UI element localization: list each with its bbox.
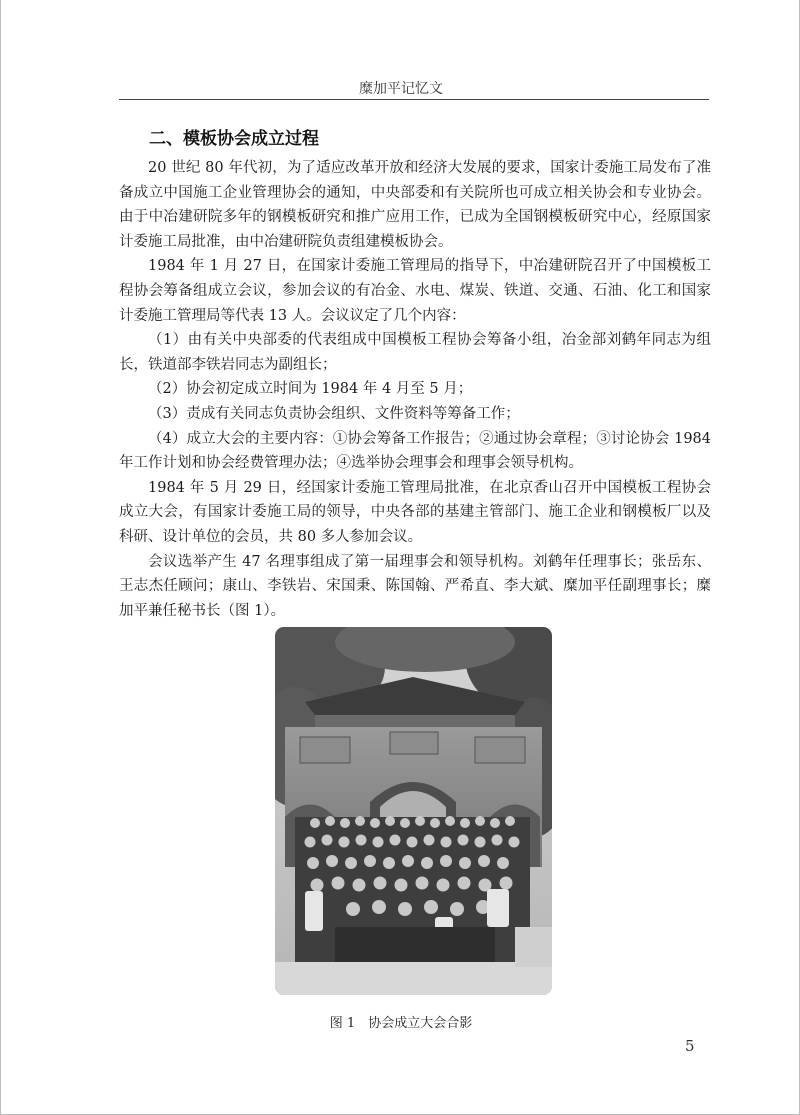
figure-caption: 图 1 协会成立大会合影	[329, 1016, 473, 1031]
paragraph: 1984 年 5 月 29 日，经国家计委施工管理局批准，在北京香山召开中国模板工程协会成立大会，有国家计委施工局的领导，中央各部的基建主管部门、施工企业和钢模板厂以及科研、设计单位的会员，共 80 多人参加会议。	[119, 479, 711, 545]
header-rule	[119, 99, 709, 100]
section-heading: 二、模板协会成立过程	[149, 129, 319, 149]
list-item: （4）成立大会的主要内容：①协会筹备工作报告；②通过协会章程；③讨论协会 1984 年工作计划和协会经费管理办法；④选举协会理事会和理事会领导机构。	[119, 430, 711, 472]
paragraph: 20 世纪 80 年代初，为了适应改革开放和经济大发展的要求，国家计委施工局发布了准备成立中国施工企业管理协会的通知，中央部委和有关院所也可成立相关协会和专业协会。由于中冶建研院多年的钢模板研究和推广应用工作，已成为全国钢模板研究中心，经原国家计委施工局批准，由中冶建研院负责组建模板协会。	[119, 160, 711, 250]
paragraph: 1984 年 1 月 27 日，在国家计委施工管理局的指导下，中冶建研院召开了中国模板工程协会筹备组成立会议，参加会议的有冶金、水电、煤炭、铁道、交通、石油、化工和国家计委施工管理局等代表 13 人。会议议定了几个内容：	[119, 258, 711, 324]
list-item: （2）协会初定成立时间为 1984 年 4 月至 5 月；	[148, 381, 473, 398]
body-text	[119, 156, 711, 623]
group-photo	[275, 627, 552, 995]
page-number: 5	[685, 1037, 695, 1055]
running-header: 糜加平记忆文	[359, 81, 443, 97]
list-item: （1）由有关中央部委的代表组成中国模板工程协会筹备小组，冶金部刘鹤年同志为组长，铁道部李铁岩同志为副组长；	[119, 332, 711, 373]
paragraph: 会议选举产生 47 名理事组成了第一届理事会和领导机构。刘鹤年任理事长；张岳东、王志杰任顾问；康山、李铁岩、宋国秉、陈国翰、严希直、李大斌、糜加平任副理事长；糜加平兼任秘书长（图 1）。	[119, 553, 711, 619]
list-item: （3）责成有关同志负责协会组织、文件资料等筹备工作；	[148, 405, 520, 422]
